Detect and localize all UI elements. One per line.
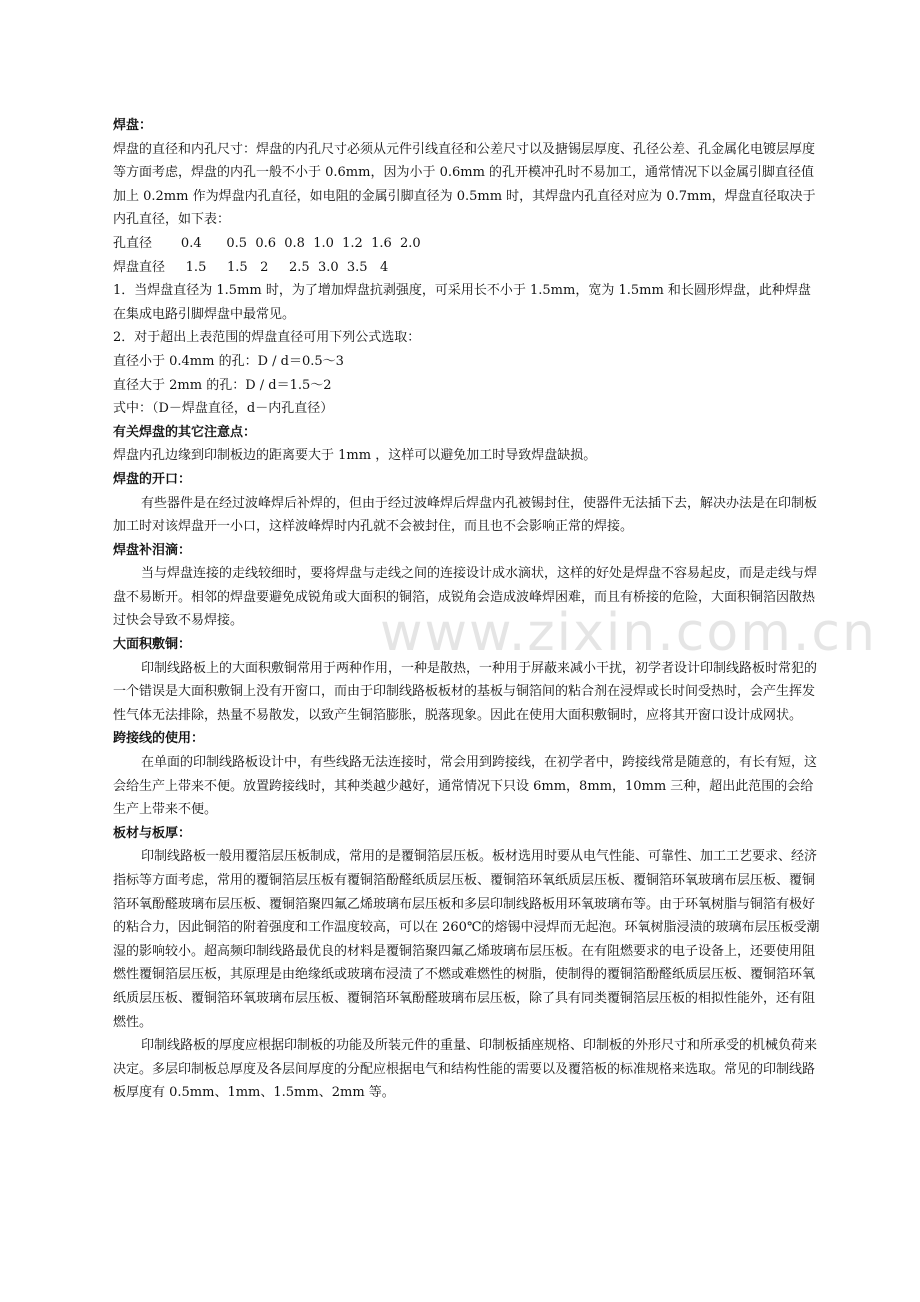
heading-board-material: 板材与板厚：	[113, 825, 192, 841]
document-body	[113, 114, 821, 1105]
table-row-hole-diameter: 孔直径 0.4 0.5 0.6 0.8 1.0 1.2 1.6 2.0	[113, 235, 421, 251]
formula-small-hole: 直径小于 0.4mm 的孔：D / d＝0.5～3	[113, 353, 344, 369]
note-2: 2．对于超出上表范围的焊盘直径可用下列公式选取：	[113, 330, 421, 346]
formula-legend: 式中：（D－焊盘直径，d－内孔直径）	[113, 401, 334, 417]
heading-pad-opening: 焊盘的开口：	[113, 471, 192, 487]
paragraph-copper-pour: 印制线路板上的大面积敷铜常用于两种作用，一种是散热，一种用于屏蔽来减小干扰，初学者设计印制线路板时常犯的一个错误是大面积敷铜上没有开窗口，而由于印制线路板板材的基板与铜箔间的粘合剂在浸焊或长时间受热时，会产生挥发性气体无法排除，热量不易散发，以致产生铜箔膨胀，脱落现象。因此在使用大面积敷铜时，应将其开窗口设计成网状。	[113, 660, 818, 723]
heading-copper-pour: 大面积敷铜：	[113, 637, 192, 653]
heading-pad: 焊盘：	[113, 118, 153, 133]
paragraph-pad-opening: 有些器件是在经过波峰焊后补焊的，但由于经过波峰焊后焊盘内孔被锡封住，使器件无法插下去，解决办法是在印制板加工时对该焊盘开一小口，这样波峰焊时内孔就不会被封住，而且也不会影响正常的焊接。	[113, 495, 818, 535]
table-row-pad-diameter: 焊盘直径 1.5 1.5 2 2.5 3.0 3.5 4	[113, 259, 389, 275]
paragraph-other-notes: 焊盘内孔边缘到印制板边的距离要大于 1mm ，这样可以避免加工时导致焊盘缺损。	[113, 448, 597, 464]
watermark-text: www.zixin.com.cn	[380, 603, 877, 663]
heading-teardrop: 焊盘补泪滴：	[113, 542, 192, 558]
note-1: 1．当焊盘直径为 1.5mm 时，为了增加焊盘抗剥强度，可采用长不小于 1.5mm，宽为 1.5mm 和长圆形焊盘，此种焊盘在集成电路引脚焊盘中最常见。	[113, 283, 811, 322]
formula-large-hole: 直径大于 2mm 的孔：D / d＝1.5～2	[113, 377, 332, 393]
paragraph-pad-size: 焊盘的直径和内孔尺寸：焊盘的内孔尺寸必须从元件引线直径和公差尺寸以及搪锡层厚度、孔径公差、孔金属化电镀层厚度等方面考虑，焊盘的内孔一般不小于 0.6mm，因为小于 0.6mm 的孔开模冲孔时不易加工，通常情况下以金属引脚直径值加上 0.2mm 作为焊盘内孔直径，如电阻的金属引脚直径为 0.5mm 时，其焊盘内孔直径对应为 0.7mm，焊盘直径取决于内孔直径，如下表：	[113, 141, 816, 228]
heading-jumper: 跨接线的使用：	[113, 731, 205, 747]
heading-other-notes: 有关焊盘的其它注意点：	[113, 424, 257, 440]
paragraph-board-thickness: 印制线路板的厚度应根据印制板的功能及所装元件的重量、印制板插座规格、印制板的外形尺寸和所承受的机械负荷来决定。多层印制板总厚度及各层间厚度的分配应根据电气和结构性能的需要以及覆箔板的标准规格来选取。常见的印制线路板厚度有 0.5mm、1mm、1.5mm、2mm 等。	[113, 1038, 818, 1101]
paragraph-board-material: 印制线路板一般用覆箔层压板制成，常用的是覆铜箔层压板。板材选用时要从电气性能、可靠性、加工工艺要求、经济指标等方面考虑，常用的覆铜箔层压板有覆铜箔酚醛纸质层压板、覆铜箔环氧纸质层压板、覆铜箔环氧玻璃布层压板、覆铜箔环氧酚醛玻璃布层压板、覆铜箔聚四氟乙烯玻璃布层压板和多层印制线路板用环氧玻璃布等。由于环氧树脂与铜箔有极好的粘合力，因此铜箔的附着强度和工作温度较高，可以在 260℃的熔锡中浸焊而无起泡。环氧树脂浸渍的玻璃布层压板受潮湿的影响较小。超高频印制线路最优良的材料是覆铜箔聚四氟乙烯玻璃布层压板。在有阻燃要求的电子设备上，还要使用阻燃性覆铜箔层压板，其原理是由绝缘纸或玻璃布浸渍了不燃或难燃性的树脂，使制得的覆铜箔酚醛纸质层压板、覆铜箔环氧纸质层压板、覆铜箔环氧玻璃布层压板、覆铜箔环氧酚醛玻璃布层压板，除了具有同类覆铜箔层压板的相拟性能外，还有阻燃性。	[113, 849, 820, 1030]
paragraph-teardrop: 当与焊盘连接的走线较细时，要将焊盘与走线之间的连接设计成水滴状，这样的好处是焊盘不容易起皮，而是走线与焊盘不易断开。相邻的焊盘要避免成锐角或大面积的铜箔，成锐角会造成波峰焊困难，而且有桥接的危险，大面积铜箔因散热过快会导致不易焊接。	[113, 566, 818, 629]
paragraph-jumper: 在单面的印制线路板设计中，有些线路无法连接时，常会用到跨接线，在初学者中，跨接线常是随意的，有长有短，这会给生产上带来不便。放置跨接线时，其种类越少越好，通常情况下只设 6mm，8mm，10mm 三种，超出此范围的会给生产上带来不便。	[113, 755, 818, 818]
